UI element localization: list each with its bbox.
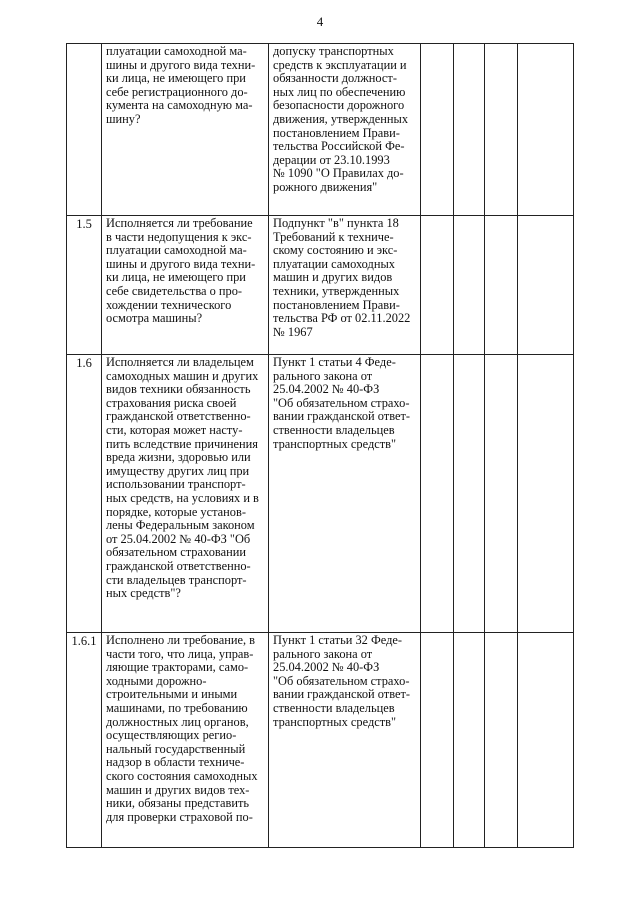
question-line: плуатации самоходной ма- [106,244,247,258]
legal-basis-line: Требований к техниче- [273,230,394,244]
question-line: осмотра машины? [106,312,203,326]
empty-answer-cell [454,216,485,355]
question-line: сти владельцев транспорт- [106,573,247,587]
question-line: шины и другого вида техни- [106,58,256,72]
empty-answer-cell [518,216,574,355]
question-cell [102,44,269,216]
legal-basis-line: средств к эксплуатации и [273,58,407,72]
question-line: надзор в области техниче- [106,756,245,770]
legal-basis-line: "Об обязательном страхо- [273,674,410,688]
question-cell [102,216,269,355]
inspection-checklist-table [66,43,574,848]
legal-basis-line: безопасности дорожного [273,99,405,113]
legal-basis-line: ственности владельцев [273,701,395,715]
question-line: ходными дорожно- [106,674,207,688]
question-line: осуществляющих регио- [106,729,237,743]
question-line: себе свидетельства о про- [106,284,243,298]
legal-basis-line: рожного движения" [273,180,378,194]
question-line: от 25.04.2002 № 40-ФЗ "Об [106,532,251,546]
question-cell [102,633,269,848]
item-number: 1.6 [67,355,102,633]
question-line: Исполнено ли требование, в [106,634,256,647]
legal-basis-line: тельства Российской Фе- [273,140,405,154]
question-line: ляющие тракторами, само- [106,661,249,675]
question-line: шину? [106,112,141,126]
question-line: хождении технического [106,298,232,312]
item-number: 1.6.1 [67,633,102,848]
empty-answer-cell [421,216,454,355]
legal-basis-cell [269,355,421,633]
legal-basis-line: тельства РФ от 02.11.2022 [273,312,411,326]
legal-basis-line: рального закона от [273,369,373,383]
empty-answer-cell [518,355,574,633]
empty-answer-cell [421,355,454,633]
legal-basis-line: дерации от 23.10.1993 [273,153,390,167]
question-line: машинами, по требованию [106,701,248,715]
question-line: обязательном страховании [106,546,246,560]
item-number [67,44,102,216]
question-line: страхования риска своей [106,396,237,410]
question-line: строительными и иными [106,688,238,702]
question-line: сти, которая может насту- [106,423,243,437]
question-line: порядке, которые установ- [106,505,246,519]
question-line: кумента на самоходную ма- [106,99,253,113]
legal-basis-line: "Об обязательном страхо- [273,396,410,410]
table-row [67,355,574,633]
question-line: ского состояния самоходных [106,769,258,783]
legal-basis-line: ственности владельцев [273,423,395,437]
question-line: вреда жизни, здоровью или [106,451,251,465]
question-line: ки лица, не имеющего при [106,72,246,86]
question-line: видов техники обязанность [106,383,251,397]
question-line: ных средств"? [106,587,181,601]
legal-basis-line: рального закона от [273,647,373,661]
legal-basis-line: 25.04.2002 № 40-ФЗ [273,383,380,397]
legal-basis-line: движения, утвержденных [273,112,409,126]
question-line: плуатации самоходной ма- [106,45,247,58]
question-line: машин и других видов тех- [106,783,250,797]
question-line: для проверки страховой по- [106,810,253,824]
question-line: имуществу других лиц при [106,464,250,478]
legal-basis-line: обязанности должност- [273,72,397,86]
empty-answer-cell [485,355,518,633]
question-line: лены Федеральным законом [106,519,255,533]
legal-basis-line: постановлением Прави- [273,126,400,140]
question-line: должностных лиц органов, [106,715,249,729]
legal-basis-line: Подпункт "в" пункта 18 [273,217,399,230]
question-line: самоходных машин и других [106,369,259,383]
legal-basis-cell [269,44,421,216]
legal-basis-line: машин и других видов [273,271,393,285]
question-line: шины и другого вида техни- [106,257,256,271]
legal-basis-line: вании гражданской ответ- [273,410,411,424]
legal-basis-line: скому состоянию и экс- [273,244,398,258]
legal-basis-line: транспортных средств" [273,715,397,729]
question-line: себе регистрационного до- [106,85,248,99]
question-line: гражданской ответственно- [106,559,251,573]
empty-answer-cell [485,216,518,355]
question-line: нальный государственный [106,742,246,756]
question-line: Исполняется ли владельцем [106,356,254,369]
table-row [67,633,574,848]
empty-answer-cell [485,44,518,216]
page-number: 4 [316,14,324,29]
question-line: части того, что лица, управ- [106,647,254,661]
item-number: 1.5 [67,216,102,355]
legal-basis-line: вании гражданской ответ- [273,688,411,702]
legal-basis-line: Пункт 1 статьи 32 Феде- [273,634,403,647]
legal-basis-cell [269,216,421,355]
legal-basis-line: ных лиц по обеспечению [273,85,406,99]
legal-basis-cell [269,633,421,848]
question-cell [102,355,269,633]
empty-answer-cell [518,44,574,216]
empty-answer-cell [454,44,485,216]
question-line: ки лица, не имеющего при [106,271,246,285]
question-line: ники, обязаны представить [106,797,250,811]
empty-answer-cell [421,633,454,848]
legal-basis-line: 25.04.2002 № 40-ФЗ [273,661,380,675]
empty-answer-cell [518,633,574,848]
empty-answer-cell [421,44,454,216]
legal-basis-line: транспортных средств" [273,437,397,451]
legal-basis-line: плуатации самоходных [273,257,395,271]
legal-basis-line: № 1967 [273,325,313,339]
question-line: в части недопущения к экс- [106,230,252,244]
question-line: ных средств, на условиях и в [106,491,259,505]
table-row [67,44,574,216]
legal-basis-line: допуску транспортных [273,45,394,58]
legal-basis-line: № 1090 "О Правилах до- [273,167,404,181]
question-line: пить вследствие причинения [106,437,258,451]
legal-basis-line: Пункт 1 статьи 4 Феде- [273,356,396,369]
table-row [67,216,574,355]
empty-answer-cell [454,633,485,848]
question-line: Исполняется ли требование [106,217,253,230]
legal-basis-line: постановлением Прави- [273,298,400,312]
question-line: использовании транспорт- [106,478,246,492]
question-line: гражданской ответственно- [106,410,251,424]
empty-answer-cell [485,633,518,848]
legal-basis-line: техники, утвержденных [273,284,400,298]
empty-answer-cell [454,355,485,633]
